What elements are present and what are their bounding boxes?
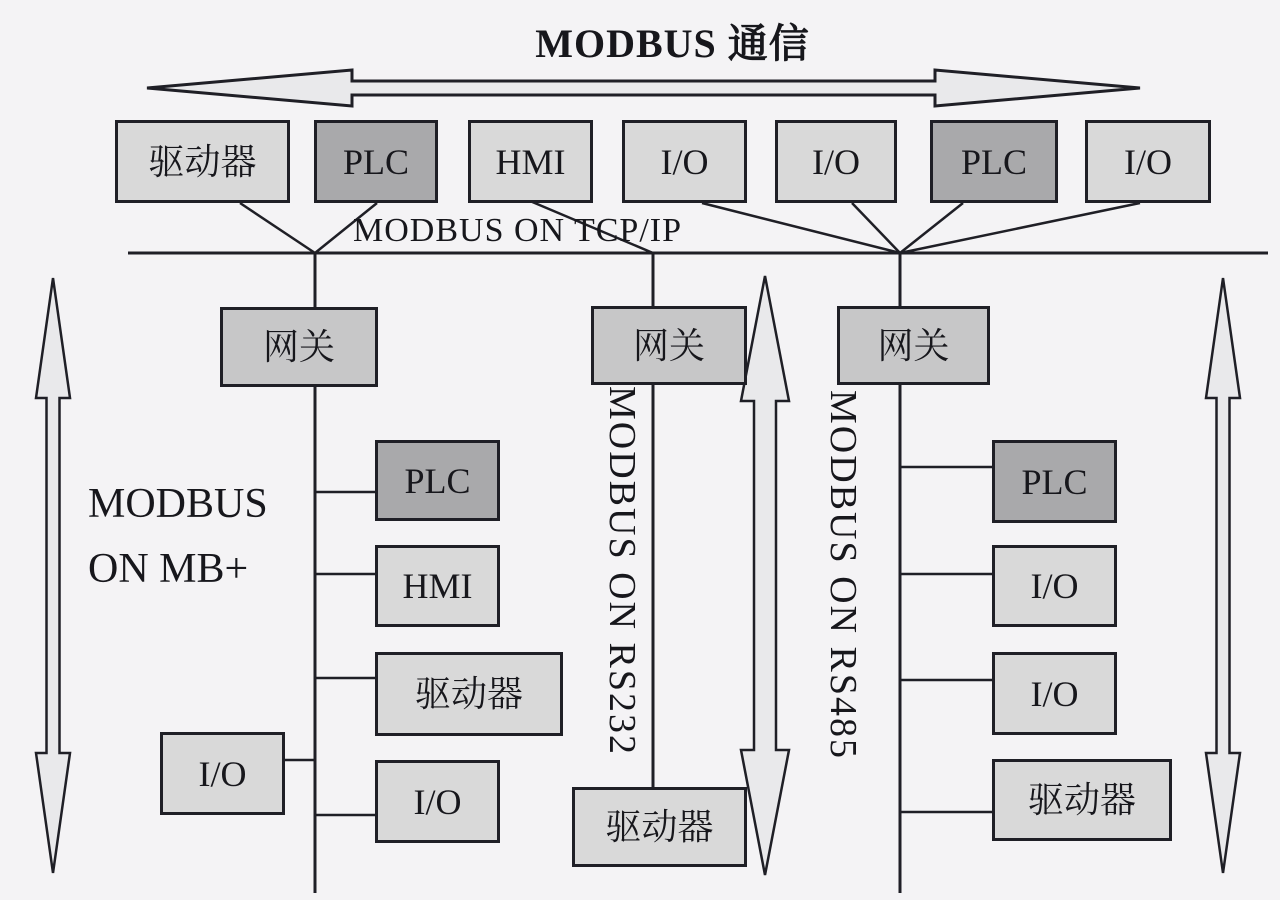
- top-node-io-3: I/O: [1085, 120, 1211, 203]
- gateway-left: 网关: [220, 307, 378, 387]
- top-node-io-2: I/O: [775, 120, 897, 203]
- vertical-double-arrow-left-icon: [36, 278, 70, 873]
- left-node-plc: PLC: [375, 440, 500, 521]
- vertical-double-arrow-middle-icon: [741, 276, 789, 875]
- middle-node-driver: 驱动器: [572, 787, 747, 867]
- right-node-io-1: I/O: [992, 545, 1117, 627]
- top-node-hmi: HMI: [468, 120, 593, 203]
- top-node-driver: 驱动器: [115, 120, 290, 203]
- mbplus-protocol-line1: MODBUS: [88, 481, 268, 527]
- top-node-plc-2: PLC: [930, 120, 1058, 203]
- left-node-hmi: HMI: [375, 545, 500, 627]
- right-node-io-2: I/O: [992, 652, 1117, 735]
- gateway-middle: 网关: [591, 306, 747, 385]
- rs232-protocol-label: MODBUS ON RS232: [601, 386, 643, 756]
- top-node-plc-1: PLC: [314, 120, 438, 203]
- horizontal-double-arrow-icon: [147, 70, 1140, 106]
- right-node-driver: 驱动器: [992, 759, 1172, 841]
- gateway-drop-lines: [315, 253, 900, 307]
- tcpip-bus-label: MODBUS ON TCP/IP: [353, 212, 683, 249]
- mbplus-protocol-line2: ON MB+: [88, 546, 249, 592]
- top-node-io-1: I/O: [622, 120, 747, 203]
- left-node-io: I/O: [375, 760, 500, 843]
- rs485-protocol-label: MODBUS ON RS485: [822, 390, 864, 760]
- mbplus-protocol-label: [88, 472, 268, 602]
- right-node-plc: PLC: [992, 440, 1117, 523]
- left-node-io-side: I/O: [160, 732, 285, 815]
- diagram-title: MODBUS 通信: [535, 21, 810, 66]
- left-node-driver: 驱动器: [375, 652, 563, 736]
- vertical-double-arrow-right-icon: [1206, 278, 1240, 873]
- gateway-right: 网关: [837, 306, 990, 385]
